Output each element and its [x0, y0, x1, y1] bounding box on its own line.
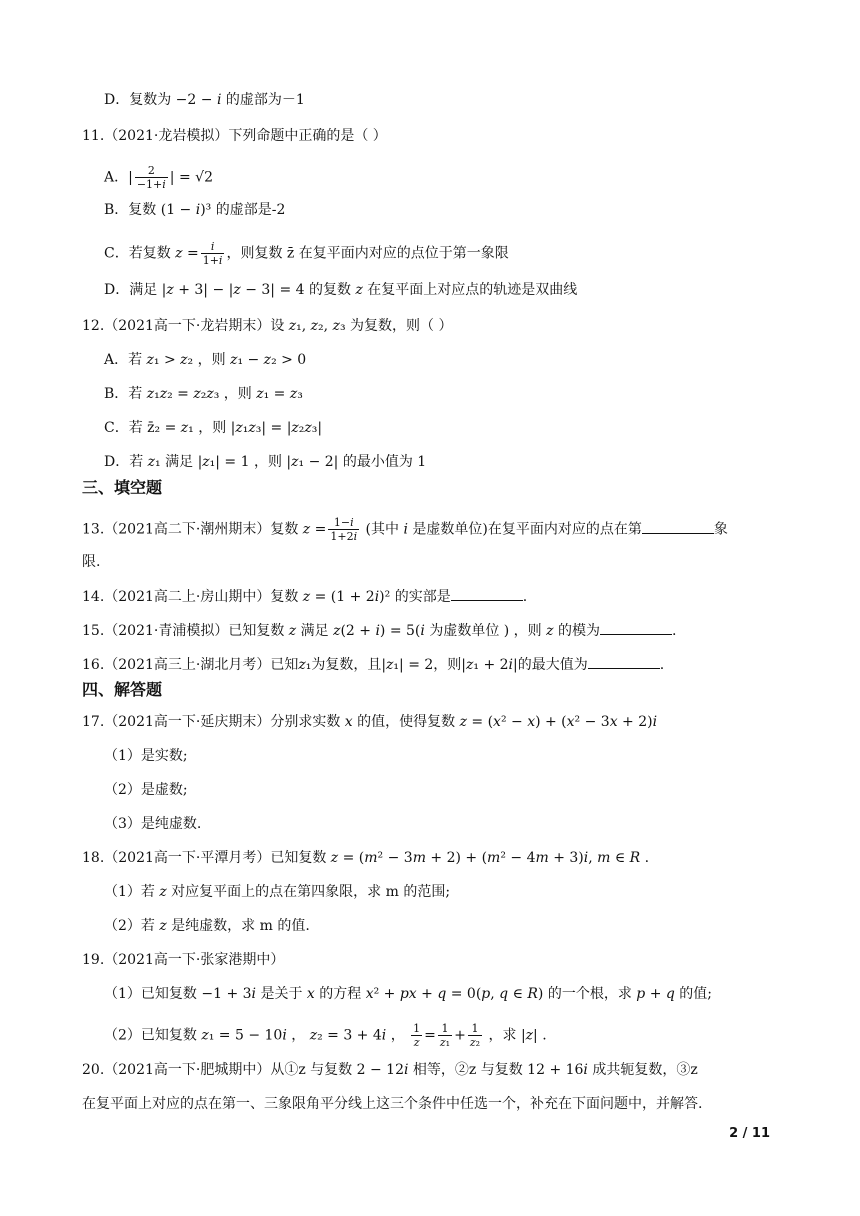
- q19-2-plus: +: [454, 1027, 466, 1044]
- q17-part-2: （2）是虚数;: [104, 782, 188, 798]
- q13-tail: 象: [713, 521, 728, 538]
- q14-text: 14.（2021高二上·房山期中）复数 𝑧 = (1 + 2𝑖)² 的实部是: [82, 589, 451, 605]
- q18-stem: 18.（2021高一下·平潭月考）已知复数 𝑧 = (𝑚² − 3𝑚 + 2) + (𝑚² − 4𝑚 + 3)𝑖, 𝑚 ∈ 𝑅 .: [82, 850, 650, 866]
- q14-stem: [82, 586, 527, 607]
- q20-stem-line-1: 20.（2021高一下·肥城期中）从①z 与复数 2 − 12𝑖 相等，②z 与复数 12 + 16𝑖 成共轭复数，③z: [82, 1062, 698, 1078]
- q11-option-d: D．满足 |𝑧 + 3| − |𝑧 − 3| = 4 的复数 𝑧 在复平面上对应点的轨迹是双曲线: [104, 282, 578, 298]
- q17-part-1: （1）是实数;: [104, 748, 188, 764]
- q11-a-fraction: [135, 164, 168, 191]
- q11-c-fraction: [201, 240, 225, 267]
- q10-option-d: D．复数为 −2 − 𝑖 的虚部为－1: [104, 92, 305, 108]
- q11-c-head: C．若复数 𝑧 =: [104, 245, 199, 262]
- q11-a-tail: | = √2: [169, 169, 213, 186]
- q19-2-tail: ，求 |𝑧| .: [488, 1027, 547, 1044]
- q14-period: .: [522, 589, 528, 605]
- page-number: 2 / 11: [729, 1126, 770, 1141]
- q13-stem: [82, 516, 728, 543]
- q18-part-1: （1）若 𝑧 对应复平面上的点在第四象限，求 m 的范围;: [104, 884, 451, 900]
- q13-head: 13.（2021高二下·潮州期末）复数 𝑧 =: [82, 521, 327, 538]
- q11-a-label: A．: [104, 169, 129, 186]
- q19-2-f1-den: 𝑧: [413, 1036, 420, 1049]
- q19-2-equals: =: [424, 1027, 436, 1044]
- q14-answer-blank[interactable]: [451, 586, 523, 601]
- q19-part-1: （1）已知复数 −1 + 3𝑖 是关于 𝑥 的方程 𝑥² + 𝑝𝑥 + 𝑞 = 0(𝑝, 𝑞 ∈ 𝑅) 的一个根，求 𝑝 + 𝑞 的值;: [104, 986, 713, 1002]
- q11-c-tail: ，则复数 z̄ 在复平面内对应的点位于第一象限: [226, 245, 509, 262]
- q17-part-3: （3）是纯虚数.: [104, 816, 202, 832]
- q16-answer-blank[interactable]: [588, 654, 660, 669]
- q12-stem: 12.（2021高一下·龙岩期末）设 𝑧₁, 𝑧₂, 𝑧₃ 为复数，则（ ）: [82, 318, 453, 334]
- q15-stem: [82, 620, 676, 641]
- q12-option-a: A．若 𝑧₁ > 𝑧₂ ，则 𝑧₁ − 𝑧₂ > 0: [104, 352, 307, 368]
- q11-option-a: A．| $\frac{2}{\text{−1+𝑖}}$ | = √2: [104, 164, 213, 191]
- q11-option-b: B．复数 (1 − 𝑖)³ 的虚部是-2: [104, 202, 286, 218]
- q16-stem: [82, 654, 664, 675]
- q13-continuation: 限.: [82, 554, 101, 570]
- q11-a-numerator: 2: [135, 164, 168, 178]
- q11-stem: 11.（2021·龙岩模拟）下列命题中正确的是（ ）: [82, 128, 387, 144]
- q16-period: .: [659, 657, 665, 673]
- q11-option-c: [104, 240, 509, 267]
- q20-stem-line-2: 在复平面上对应的点在第一、三象限角平分线上这三个条件中任选一个，补充在下面问题中，并解答.: [82, 1096, 703, 1112]
- q11-c-denominator: 1+𝑖: [202, 254, 223, 267]
- q19-stem: 19.（2021高一下·张家港期中）: [82, 952, 285, 968]
- q12-option-b: B．若 𝑧₁𝑧₂ = 𝑧₂𝑧₃ ，则 𝑧₁ = 𝑧₃: [104, 386, 303, 402]
- q19-2-fraction-2: [438, 1022, 452, 1049]
- q15-answer-blank[interactable]: [600, 620, 672, 635]
- q17-stem: 17.（2021高一下·延庆期末）分别求实数 𝑥 的值，使得复数 𝑧 = (𝑥² − 𝑥) + (𝑥² − 3𝑥 + 2)𝑖: [82, 714, 658, 730]
- q11-c-numerator: 𝑖: [201, 240, 225, 254]
- q13-fraction: [328, 516, 359, 543]
- q12-option-d: D．若 𝑧₁ 满足 |𝑧₁| = 1 ，则 |𝑧₁ − 2| 的最小值为 1: [104, 454, 427, 470]
- q18-part-2: （2）若 𝑧 是纯虚数，求 m 的值.: [104, 918, 310, 934]
- q12-option-c: C．若 z̄₂ = 𝑧₁ ，则 |𝑧₁𝑧₃| = |𝑧₂𝑧₃|: [104, 420, 323, 436]
- q13-middle: (其中 𝑖 是虚数单位)在复平面内对应的点在第: [361, 521, 642, 538]
- section-solution: 四、解答题: [82, 680, 163, 699]
- q16-text: 16.（2021高三上·湖北月考）已知𝑧₁为复数，且|𝑧₁| = 2，则|𝑧₁ + 2𝑖|的最大值为: [82, 657, 588, 673]
- q19-2-fraction-3: [468, 1022, 482, 1049]
- q15-text: 15.（2021·青浦模拟）已知复数 𝑧 满足 𝑧(2 + 𝑖) = 5(𝑖 为虚数单位 ) ，则 𝑧 的模为: [82, 623, 600, 639]
- q13-numerator: 1−𝑖: [328, 516, 359, 530]
- q19-2-head: （2）已知复数 𝑧₁ = 5 − 10𝑖 ， 𝑧₂ = 3 + 4𝑖 ，: [104, 1027, 405, 1044]
- section-fill-in-blank: 三、填空题: [82, 478, 163, 497]
- q19-2-f3-num: 1: [468, 1022, 482, 1036]
- q13-denominator: 1+2𝑖: [330, 530, 358, 543]
- q19-2-fraction-1: [411, 1022, 422, 1049]
- q11-a-denominator: −1+𝑖: [136, 178, 166, 191]
- q19-2-f2-den: 𝑧₁: [439, 1036, 451, 1049]
- q15-period: .: [671, 623, 677, 639]
- q19-part-2: [104, 1022, 547, 1049]
- q19-2-f1-num: 1: [413, 1022, 421, 1035]
- q13-answer-blank[interactable]: [642, 519, 714, 534]
- q19-2-f2-num: 1: [438, 1022, 452, 1036]
- q19-2-f3-den: 𝑧₂: [469, 1036, 481, 1049]
